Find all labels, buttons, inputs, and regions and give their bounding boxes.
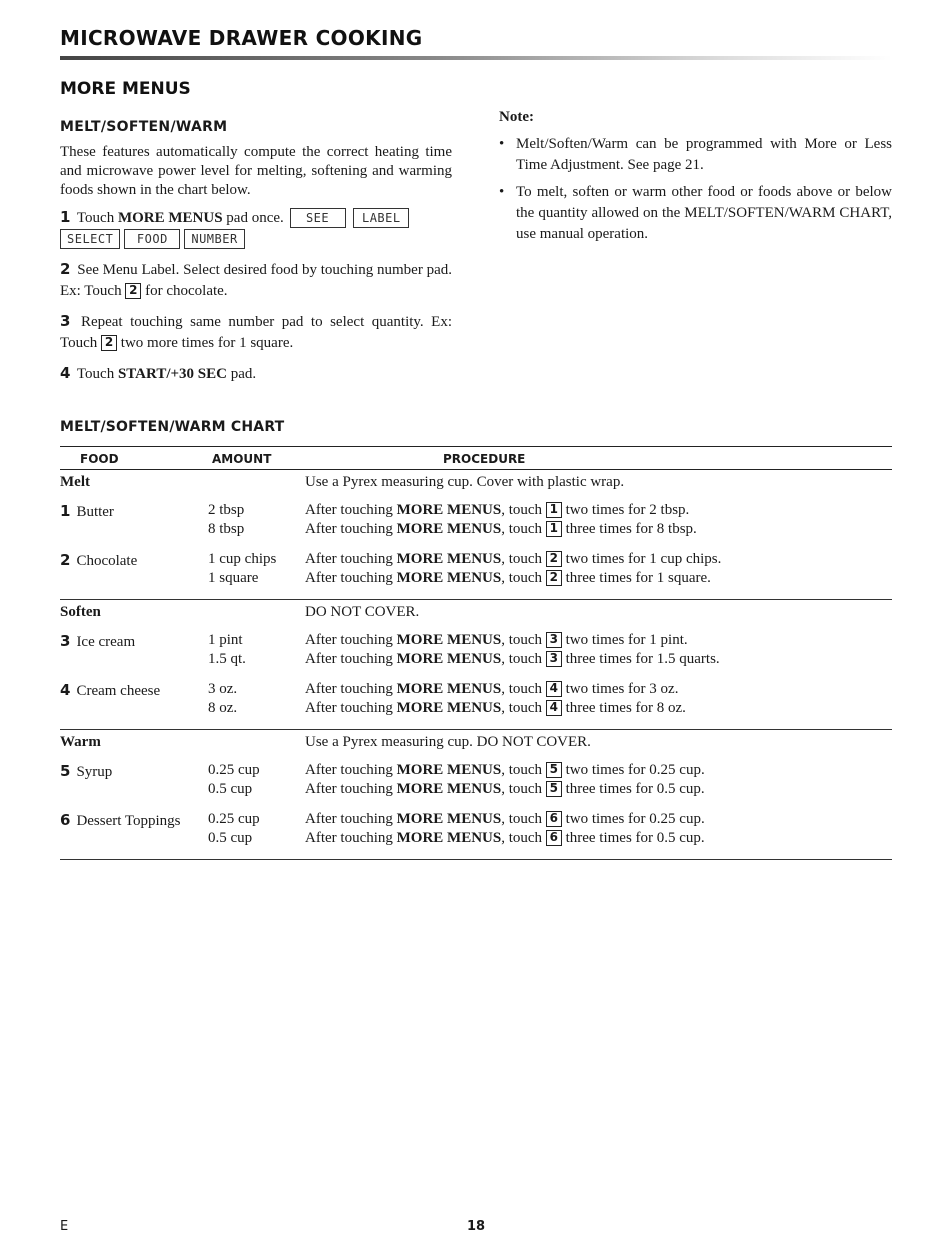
table-row — [60, 675, 892, 724]
page-number: 18 — [467, 1219, 486, 1234]
note-item: • Melt/Soften/Warm can be programmed with More or Less Time Adjustment. See page 21. — [499, 134, 892, 176]
food-name: Cream cheese — [76, 683, 161, 699]
procedure-cell — [305, 781, 705, 798]
table-row — [60, 626, 892, 675]
food-name: Butter — [76, 504, 114, 520]
chart-body — [60, 470, 892, 860]
procedure-prefix: After touching — [305, 521, 397, 537]
more-menus-label: MORE MENUS — [396, 762, 502, 778]
procedure-cell — [305, 700, 686, 717]
number-pad-key: 3 — [546, 632, 562, 648]
food-cell — [60, 551, 137, 570]
display-select: SELECT — [60, 229, 120, 249]
more-menus-pad-label: MORE MENUS — [117, 210, 223, 226]
procedure-result: three times for 8 tbsp. — [565, 521, 697, 537]
procedure-cell — [305, 551, 721, 568]
procedure-cell — [305, 811, 705, 828]
procedure-touch: , touch — [501, 502, 543, 518]
step-3 — [60, 311, 452, 354]
chart-header-row — [60, 446, 892, 470]
food-cell — [60, 762, 112, 781]
more-menus-label: MORE MENUS — [396, 681, 502, 697]
procedure-result: three times for 1.5 quarts. — [565, 651, 720, 667]
display-see: SEE — [290, 208, 346, 228]
number-pad-key: 4 — [546, 700, 562, 716]
melt-soften-warm-chart — [60, 446, 892, 860]
note-item: • To melt, soften or warm other food or foods above or below the quantity allowed on the MELT/SOFTEN/WARM CHART, use manual operation. — [499, 182, 892, 245]
amount-cell: 2 tbsp — [208, 502, 245, 518]
procedure-touch: , touch — [501, 632, 543, 648]
procedure-result: three times for 0.5 cup. — [565, 830, 705, 846]
number-pad-key: 5 — [546, 762, 562, 778]
step-4 — [60, 363, 452, 385]
number-pad-key: 4 — [546, 681, 562, 697]
procedure-touch: , touch — [501, 762, 543, 778]
procedure-prefix: After touching — [305, 700, 397, 716]
procedure-result: three times for 1 square. — [565, 570, 711, 586]
instructions-column — [60, 119, 452, 394]
food-cell — [60, 681, 160, 700]
food-name: Dessert Toppings — [76, 813, 181, 829]
procedure-result: two times for 1 cup chips. — [565, 551, 722, 567]
procedure-prefix: After touching — [305, 762, 397, 778]
procedure-touch: , touch — [501, 651, 543, 667]
more-menus-label: MORE MENUS — [396, 551, 502, 567]
step-text: Repeat touching same number pad to select quantity. Ex: Touch — [60, 314, 453, 351]
procedure-prefix: After touching — [305, 830, 397, 846]
procedure-touch: , touch — [501, 521, 543, 537]
amount-cell: 8 tbsp — [208, 521, 245, 537]
procedure-touch: , touch — [501, 811, 543, 827]
start-pad-label: START/+30 SEC — [117, 366, 227, 382]
group-name: Soften — [60, 604, 101, 620]
amount-cell: 0.25 cup — [208, 762, 260, 778]
step-2 — [60, 259, 452, 302]
step-1 — [60, 207, 452, 250]
number-pad-key: 2 — [546, 570, 562, 586]
procedure-result: two times for 2 tbsp. — [565, 502, 690, 518]
procedure-prefix: After touching — [305, 551, 397, 567]
procedure-touch: , touch — [501, 700, 543, 716]
amount-cell: 1.5 qt. — [208, 651, 246, 667]
group-header-row — [60, 600, 892, 626]
step-number: 1 — [60, 208, 71, 226]
step-number: 3 — [60, 312, 71, 330]
display-food: FOOD — [124, 229, 180, 249]
number-pad-key: 2 — [125, 283, 141, 299]
procedure-cell — [305, 521, 697, 538]
number-pad-key: 1 — [546, 502, 562, 518]
more-menus-label: MORE MENUS — [396, 781, 502, 797]
procedure-touch: , touch — [501, 570, 543, 586]
food-cell — [60, 632, 135, 651]
note-list — [499, 134, 892, 245]
procedure-result: three times for 0.5 cup. — [565, 781, 705, 797]
step-text: two more times for 1 square. — [120, 335, 294, 351]
more-menus-label: MORE MENUS — [396, 830, 502, 846]
procedure-prefix: After touching — [305, 811, 397, 827]
procedure-cell — [305, 762, 705, 779]
more-menus-label: MORE MENUS — [396, 811, 502, 827]
more-menus-label: MORE MENUS — [396, 651, 502, 667]
procedure-cell — [305, 651, 720, 668]
step-number: 2 — [60, 260, 71, 278]
procedure-cell — [305, 681, 678, 698]
food-number: 2 — [60, 551, 71, 569]
note-box — [499, 109, 892, 251]
step-text: pad once. — [222, 210, 284, 226]
table-row — [60, 545, 892, 594]
number-pad-key: 2 — [101, 335, 117, 351]
instructions-subtitle: MELT/SOFTEN/WARM — [60, 119, 228, 135]
procedure-touch: , touch — [501, 551, 543, 567]
food-name: Ice cream — [76, 634, 136, 650]
procedure-cell — [305, 570, 711, 587]
amount-cell: 1 cup chips — [208, 551, 277, 567]
amount-cell: 0.5 cup — [208, 781, 253, 797]
more-menus-label: MORE MENUS — [396, 502, 502, 518]
food-name: Chocolate — [76, 553, 138, 569]
procedure-result: three times for 8 oz. — [565, 700, 686, 716]
procedure-result: two times for 1 pint. — [565, 632, 688, 648]
group-name: Melt — [60, 474, 90, 490]
procedure-touch: , touch — [501, 781, 543, 797]
step-text: See Menu Label. Select desired food by touching number pad. Ex: Touch — [60, 262, 453, 299]
procedure-touch: , touch — [501, 830, 543, 846]
display-label: LABEL — [353, 208, 409, 228]
chart-group — [60, 600, 892, 730]
table-row — [60, 805, 892, 854]
section-title: MORE MENUS — [60, 79, 191, 99]
column-header-food: FOOD — [80, 452, 119, 466]
step-text: for chocolate. — [145, 283, 228, 299]
food-cell — [60, 811, 181, 830]
chart-group — [60, 470, 892, 600]
food-number: 6 — [60, 811, 71, 829]
procedure-prefix: After touching — [305, 570, 397, 586]
page-title: MICROWAVE DRAWER COOKING — [60, 26, 423, 50]
chart-title: MELT/SOFTEN/WARM CHART — [60, 419, 285, 435]
procedure-prefix: After touching — [305, 632, 397, 648]
number-pad-key: 5 — [546, 781, 562, 797]
column-header-procedure: PROCEDURE — [443, 452, 526, 466]
number-pad-key: 6 — [546, 811, 562, 827]
group-name: Warm — [60, 734, 101, 750]
food-name: Syrup — [76, 764, 113, 780]
more-menus-label: MORE MENUS — [396, 521, 502, 537]
footer-language-code: E — [60, 1219, 69, 1234]
procedure-result: two times for 0.25 cup. — [565, 811, 705, 827]
step-text: Touch — [76, 210, 118, 226]
procedure-prefix: After touching — [305, 502, 397, 518]
step-number: 4 — [60, 364, 71, 382]
procedure-cell — [305, 830, 705, 847]
table-row — [60, 756, 892, 805]
amount-cell: 0.5 cup — [208, 830, 253, 846]
chart-group — [60, 730, 892, 860]
number-pad-key: 2 — [546, 551, 562, 567]
food-number: 5 — [60, 762, 71, 780]
more-menus-label: MORE MENUS — [396, 570, 502, 586]
display-number: NUMBER — [184, 229, 244, 249]
amount-cell: 1 pint — [208, 632, 243, 648]
number-pad-key: 1 — [546, 521, 562, 537]
food-number: 4 — [60, 681, 71, 699]
procedure-cell — [305, 632, 688, 649]
procedure-touch: , touch — [501, 681, 543, 697]
food-number: 3 — [60, 632, 71, 650]
group-procedure: DO NOT COVER. — [305, 604, 420, 620]
note-title: Note: — [499, 109, 534, 125]
group-header-row — [60, 730, 892, 756]
food-cell — [60, 502, 114, 521]
procedure-result: two times for 3 oz. — [565, 681, 679, 697]
table-row — [60, 496, 892, 545]
step-text: Touch — [76, 366, 118, 382]
number-pad-key: 3 — [546, 651, 562, 667]
more-menus-label: MORE MENUS — [396, 632, 502, 648]
amount-cell: 0.25 cup — [208, 811, 260, 827]
number-pad-key: 6 — [546, 830, 562, 846]
food-number: 1 — [60, 502, 71, 520]
amount-cell: 3 oz. — [208, 681, 238, 697]
title-rule — [60, 56, 892, 60]
group-procedure: Use a Pyrex measuring cup. DO NOT COVER. — [305, 734, 591, 750]
procedure-prefix: After touching — [305, 651, 397, 667]
procedure-prefix: After touching — [305, 781, 397, 797]
instructions-intro: These features automatically compute the correct heating time and microwave power level for melting, softening and warming foods shown in the chart below. — [60, 144, 452, 198]
step-text: pad. — [226, 366, 257, 382]
amount-cell: 8 oz. — [208, 700, 238, 716]
amount-cell: 1 square — [208, 570, 259, 586]
group-header-row — [60, 470, 892, 496]
procedure-result: two times for 0.25 cup. — [565, 762, 705, 778]
group-procedure: Use a Pyrex measuring cup. Cover with plastic wrap. — [305, 474, 625, 490]
procedure-cell — [305, 502, 689, 519]
column-header-amount: AMOUNT — [212, 452, 272, 466]
more-menus-label: MORE MENUS — [396, 700, 502, 716]
procedure-prefix: After touching — [305, 681, 397, 697]
